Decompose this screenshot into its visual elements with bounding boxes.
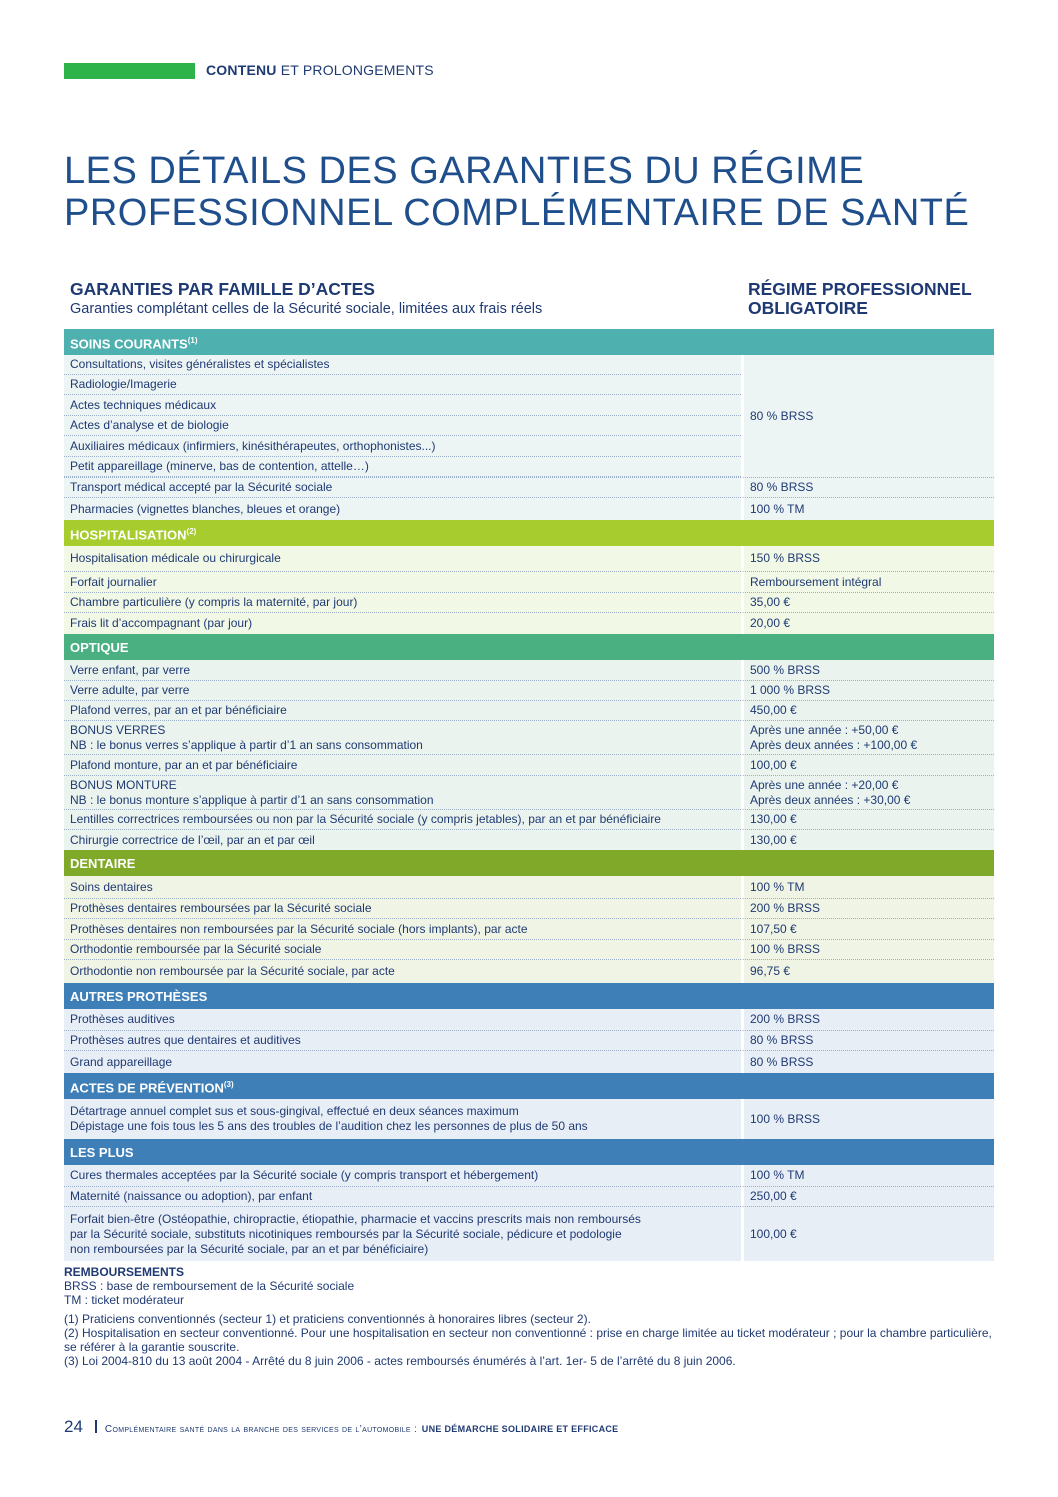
row-label [64,1099,741,1139]
row-label: Chambre particulière (y compris la maternité, par jour) [64,593,741,613]
column-heading-left-subtitle: Garanties complétant celles de la Sécurité sociale, limitées aux frais réels [70,301,543,317]
row-value: 200 % BRSS [741,1009,994,1031]
table-row [64,960,994,983]
row-value: 250,00 € [741,1187,994,1207]
table-row [64,660,994,681]
table-row [64,876,994,899]
row-value: 100,00 € [741,1207,994,1261]
table-row [64,546,994,572]
row-label: Pharmacies (vignettes blanches, bleues et orange) [64,498,741,520]
page-title-line1: LES DÉTAILS DES GARANTIES DU RÉGIME [64,150,865,192]
row-value-line: Après une année : +20,00 € [750,777,899,792]
table-row [64,1099,994,1139]
row-label: Soins dentaires [64,876,741,899]
row-label-line: BONUS VERRES [70,722,166,737]
footnotes-heading: REMBOURSEMENTS [64,1265,185,1279]
footer-text: Complémentaire santé dans la branche des services de l’automobile : [104,1424,418,1435]
section-header-dentaire [64,850,994,876]
row-label: Prothèses dentaires non remboursées par la Sécurité sociale (hors implants), par acte [64,919,741,940]
section-title-soins [64,329,994,355]
section-label [206,62,434,78]
table-row [64,1187,994,1207]
row-label-line: non remboursées par la Sécurité sociale, par an et par bénéficiaire) [70,1241,429,1256]
row-label: Prothèses auditives [64,1009,741,1031]
row-label: Radiologie/Imagerie [64,375,741,395]
row-label: Hospitalisation médicale ou chirurgicale [64,546,741,572]
row-value-line: Après deux années : +100,00 € [750,737,918,752]
row-value: 80 % BRSS [741,1031,994,1051]
row-value-group: 80 % BRSS [741,355,994,477]
row-value: 20,00 € [741,613,994,634]
footnote-3: (3) Loi 2004-810 du 13 août 2004 - Arrêté du 8 juin 2006 - actes remboursés énumérés à l’art. 1er- 5 de l’arrêté du 8 juin 2006. [64,1354,736,1368]
footnote-2: (2) Hospitalisation en secteur conventionné. Pour une hospitalisation en secteur non conventionné : prise en charge limitée au ticket modérateur ; pour la chambre particulière, se référer à la garantie souscrite. [64,1326,992,1354]
row-label [64,776,741,810]
row-label: Petit appareillage (minerve, bas de contention, attelle…) [64,457,741,477]
row-label: Cures thermales acceptées par la Sécurité sociale (y compris transport et hébergement) [64,1165,741,1187]
page-title-line2: PROFESSIONNEL COMPLÉMENTAIRE DE SANTÉ [64,192,970,234]
table-row [64,681,994,701]
column-heading-left-title: GARANTIES PAR FAMILLE D’ACTES [70,279,375,299]
table-row [64,830,994,850]
page-footer [64,1417,619,1437]
footnote-brss: BRSS : base de remboursement de la Sécurité sociale [64,1279,355,1293]
row-value: Remboursement intégral [741,572,994,593]
row-value: 100 % TM [741,1165,994,1187]
row-label-line: NB : le bonus monture s’applique à partir d’1 an sans consommation [70,792,434,807]
row-label-line: Dépistage une fois tous les 5 ans des troubles de l’audition chez les personnes de plus de 50 ans [70,1119,588,1133]
table-row [64,613,994,634]
guarantees-table [64,329,994,1261]
table-row [64,701,994,721]
table-row [64,919,994,940]
row-label: Actes d’analyse et de biologie [64,416,741,436]
section-title-soins-text: SOINS COURANTS [70,336,188,352]
table-row [64,593,994,613]
table-row [64,1207,994,1261]
section-title-plus: LES PLUS [64,1139,994,1165]
section-header-soins [64,329,994,355]
header-accent-bar [64,63,195,79]
row-label [64,721,741,755]
row-label: Consultations, visites généralistes et spécialistes [64,355,741,375]
table-row [64,755,994,776]
row-value: 80 % BRSS [741,1051,994,1073]
row-value: 1 000 % BRSS [741,681,994,701]
row-label: Actes techniques médicaux [64,395,741,416]
table-row [64,498,994,520]
table-row [64,477,994,498]
row-label: Plafond verres, par an et par bénéficiaire [64,701,741,721]
row-label: Prothèses dentaires remboursées par la Sécurité sociale [64,899,741,919]
table-row [64,1165,994,1187]
row-value: 200 % BRSS [741,899,994,919]
row-value: 100 % TM [741,498,994,520]
row-value-line: Après deux années : +30,00 € [750,792,911,807]
row-value: 500 % BRSS [741,660,994,681]
row-label-line: par la Sécurité sociale, substituts nicotiniques remboursés par la Sécurité sociale, pédicure et podologie [70,1226,622,1241]
section-label-rest: ET PROLONGEMENTS [276,62,434,78]
column-heading-right [748,280,972,318]
row-value: 130,00 € [741,830,994,850]
table-row [64,940,994,960]
section-header-les-plus [64,1139,994,1165]
table-row [64,810,994,830]
section-header-prevention [64,1073,994,1099]
row-label: Orthodontie remboursée par la Sécurité sociale [64,940,741,960]
section-note-prevention: (3) [223,1079,234,1089]
section-title-autres: AUTRES PROTHÈSES [64,983,994,1009]
table-row [64,355,994,375]
row-label-line: Forfait bien-être (Ostéopathie, chiropractie, étiopathie, pharmacie et vaccins prescrits mais non remboursés [70,1211,641,1226]
footnote-1: (1) Praticiens conventionnés (secteur 1) et praticiens conventionnés à honoraires libres (secteur 2). [64,1312,591,1326]
section-title-prevention-text: ACTES DE PRÉVENTION [70,1080,224,1096]
row-label [64,1207,741,1261]
row-value: 100,00 € [741,755,994,776]
row-label-line: NB : le bonus verres s’applique à partir d’1 an sans consommation [70,737,423,752]
row-label: Maternité (naissance ou adoption), par enfant [64,1187,741,1207]
row-label: Forfait journalier [64,572,741,593]
footnote-tm: TM : ticket modérateur [64,1293,185,1307]
row-label: Prothèses autres que dentaires et auditives [64,1031,741,1051]
section-title-hosp-text: HOSPITALISATION [70,527,187,543]
row-label: Frais lit d’accompagnant (par jour) [64,613,741,634]
row-label-line: Détartrage annuel complet sus et sous-gingival, effectué en deux séances maximum [70,1104,519,1118]
table-row [64,1031,994,1051]
row-value: 96,75 € [741,960,994,983]
table-row [64,1051,994,1073]
table-row [64,776,994,810]
row-label: Transport médical accepté par la Sécurité sociale [64,477,741,498]
section-note-soins: (1) [187,335,198,345]
row-value-line: Après une année : +50,00 € [750,722,899,737]
column-heading-left [70,279,542,317]
column-heading-right-line2: OBLIGATOIRE [748,298,868,318]
footer-text-bold: UNE DÉMARCHE SOLIDAIRE ET EFFICACE [421,1424,619,1434]
page-number: 24 [64,1417,83,1436]
section-title-dentaire: DENTAIRE [64,850,994,876]
section-title-hospitalisation [64,520,994,546]
page-title [64,150,1024,234]
row-value: 150 % BRSS [741,546,994,572]
row-value: 35,00 € [741,593,994,613]
section-title-optique: OPTIQUE [64,634,994,660]
row-value: 130,00 € [741,810,994,830]
section-header-optique [64,634,994,660]
section-label-bold: CONTENU [206,62,277,78]
row-value: 100 % BRSS [741,940,994,960]
row-value [741,721,994,755]
section-header-hospitalisation [64,520,994,546]
row-label: Verre enfant, par verre [64,660,741,681]
column-heading-right-line1: RÉGIME PROFESSIONNEL [748,279,972,299]
row-label: Plafond monture, par an et par bénéficiaire [64,755,741,776]
section-title-prevention [64,1073,994,1099]
row-value: 107,50 € [741,919,994,940]
row-value: 450,00 € [741,701,994,721]
row-value [741,776,994,810]
row-label: Grand appareillage [64,1051,741,1073]
section-note-hosp: (2) [186,526,197,536]
row-value: 100 % BRSS [741,1099,994,1139]
table-row [64,1009,994,1031]
table-row [64,721,994,755]
row-label: Lentilles correctrices remboursées ou non par la Sécurité sociale (y compris jetables), par an et par bénéficiaire [64,810,741,830]
table-row [64,572,994,593]
footnotes [64,1265,994,1368]
row-label-line: BONUS MONTURE [70,777,177,792]
row-label: Verre adulte, par verre [64,681,741,701]
section-header-autres-protheses [64,983,994,1009]
row-label: Orthodontie non remboursée par la Sécurité sociale, par acte [64,960,741,983]
footer-separator [95,1420,97,1433]
row-label: Chirurgie correctrice de l’œil, par an et par œil [64,830,741,850]
row-value: 100 % TM [741,876,994,899]
table-row [64,899,994,919]
row-label: Auxiliaires médicaux (infirmiers, kinésithérapeutes, orthophonistes...) [64,436,741,457]
row-value: 80 % BRSS [741,477,994,498]
